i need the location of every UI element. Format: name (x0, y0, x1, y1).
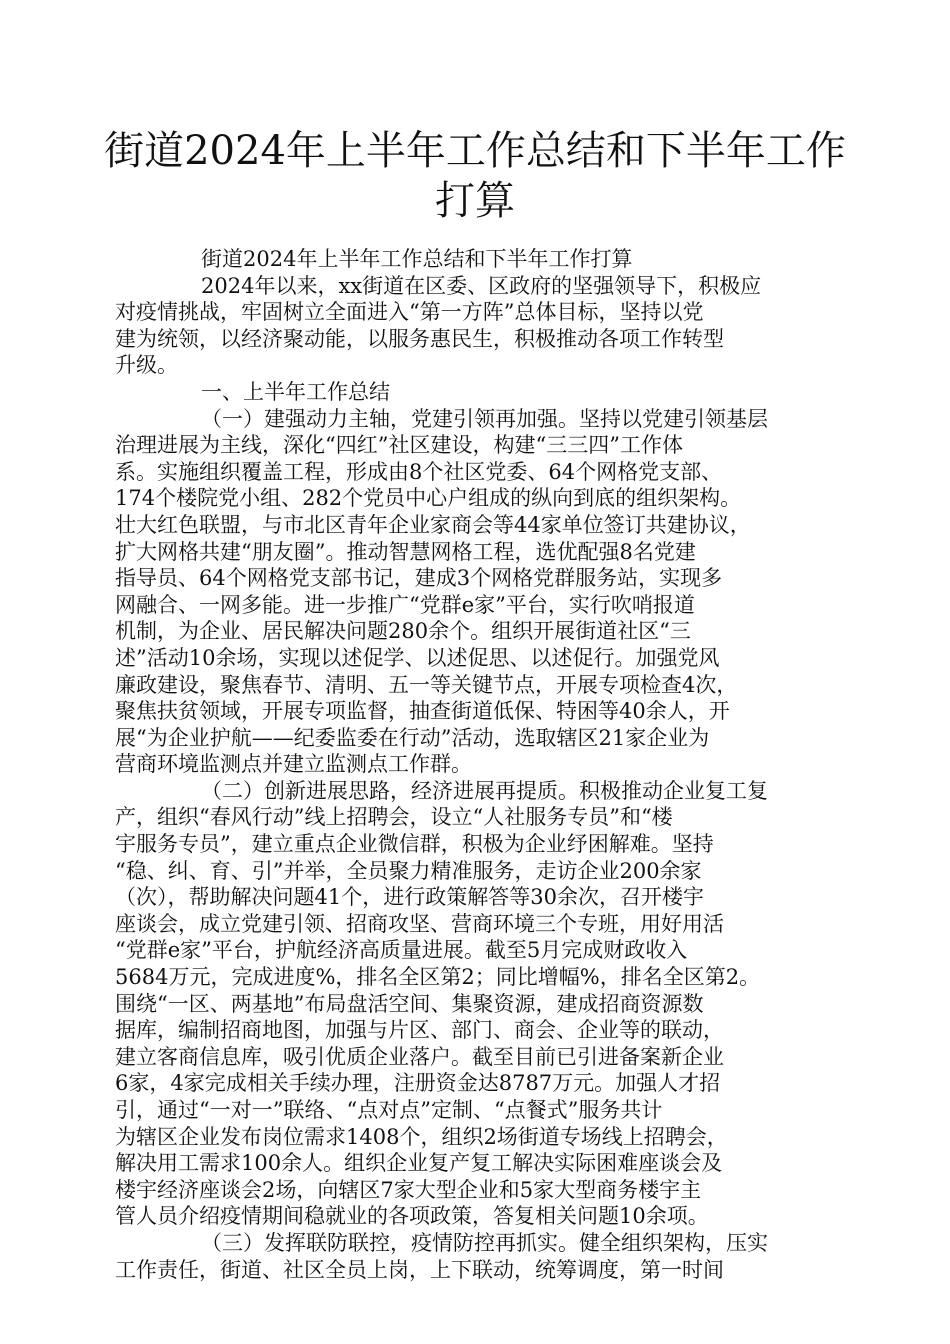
paragraph-line: 指导员、64个网格党支部书记，建成3个网格党群服务站，实现多 (115, 566, 723, 591)
paragraph-line: 对疫情挑战，牢固树立全面进入“第一方阵”总体目标，坚持以党 (115, 300, 704, 325)
paragraph-line: 围绕“一区、两基地”布局盘活空间、集聚资源，建成招商资源数 (115, 991, 704, 1016)
section-heading: 一、上半年工作总结 (201, 379, 390, 404)
paragraph-line: 解决用工需求100余人。组织企业复产复工解决实际困难座谈会及 (115, 1151, 723, 1176)
paragraph-line: 建为统领，以经济聚动能，以服务惠民生，积极推动各项工作转型 (115, 326, 724, 351)
paragraph-line: 系。实施组织覆盖工程，形成由8个社区党委、64个网格党支部、 (115, 459, 723, 484)
paragraph-line: “党群e家”平台，护航经济高质量进展。截至5月完成财政收入 (115, 938, 688, 963)
paragraph-line: 建立客商信息库，吸引优质企业落户。截至目前已引进备案新企业 (115, 1044, 724, 1069)
paragraph-line: 展“为企业护航——纪委监委在行动”活动，选取辖区21家企业为 (115, 725, 710, 750)
paragraph-line: 产，组织“春风行动”线上招聘会，设立“人社服务专员”和“楼 (115, 805, 673, 830)
paragraph-line: 营商环境监测点并建立监测点工作群。 (115, 752, 472, 777)
paragraph-line: 6家，4家完成相关手续办理，注册资金达8787万元。加强人才招 (115, 1071, 721, 1096)
paragraph-line: 网融合、一网多能。进一步推广“党群e家”平台，实行吹哨报道 (115, 592, 695, 617)
paragraph-line: 治理进展为主线，深化“四红”社区建设，构建“三三四”工作体 (115, 433, 683, 458)
paragraph-line: 街道2024年上半年工作总结和下半年工作打算 (201, 247, 633, 271)
paragraph-line: 升级。 (115, 353, 178, 378)
paragraph-line: 聚焦扶贫领域，开展专项监督，抽查街道低保、特困等40余人，开 (115, 699, 730, 724)
paragraph-line: （次），帮助解决问题41个，进行政策解答等30余次，召开楼宇 (115, 885, 704, 910)
paragraph-line: （三）发挥联防联控，疫情防控再抓实。健全组织架构，压实 (201, 1230, 768, 1255)
paragraph-line: 2024年以来，xx街道在区委、区政府的坚强领导下，积极应 (201, 273, 762, 298)
document-title-line-2: 打算 (435, 178, 515, 224)
paragraph-line: 壮大红色联盟，与市北区青年企业家商会等44家单位签订共建协议， (115, 512, 751, 537)
paragraph-line: 174个楼院党小组、282个党员中心户组成的纵向到底的组织架构。 (115, 486, 742, 511)
paragraph-line: 述”活动10余场，实现以述促学、以述促思、以述促行。加强党风 (115, 645, 720, 670)
document-body (115, 246, 835, 1283)
paragraph-line: （二）创新进展思路，经济进展再提质。积极推动企业复工复 (201, 778, 768, 803)
paragraph-line: 座谈会，成立党建引领、招商攻坚、营商环境三个专班，用好用活 (115, 911, 724, 936)
paragraph-line: 楼宇经济座谈会2场，向辖区7家大型企业和5家大型商务楼宇主 (115, 1177, 702, 1202)
paragraph-line: 管人员介绍疫情期间稳就业的各项政策，答复相关问题10余项。 (115, 1204, 709, 1229)
document-title-line-1: 街道2024年上半年工作总结和下半年工作 (104, 128, 846, 174)
paragraph-line: “稳、纠、育、引”并举，全员聚力精准服务，走访企业200余家 (115, 858, 702, 883)
paragraph-line: （一）建强动力主轴，党建引领再加强。坚持以党建引领基层 (201, 406, 768, 431)
paragraph-line: 廉政建设，聚焦春节、清明、五一等关键节点，开展专项检查4次， (115, 672, 738, 697)
paragraph-line: 引，通过“一对一”联络、“点对点”定制、“点餐式”服务共计 (115, 1098, 663, 1122)
paragraph-line: 为辖区企业发布岗位需求1408个，组织2场街道专场线上招聘会， (115, 1124, 728, 1149)
paragraph-line: 宇服务专员”，建立重点企业微信群，积极为企业纾困解难。坚持 (115, 832, 714, 857)
paragraph-line: 扩大网格共建“朋友圈”。推动智慧网格工程，选优配强8名党建 (115, 539, 696, 564)
paragraph-line: 工作责任，街道、社区全员上岗，上下联动，统筹调度，第一时间 (115, 1257, 724, 1282)
paragraph-line: 据库，编制招商地图，加强与片区、部门、商会、企业等的联动， (115, 1018, 724, 1043)
paragraph-line: 5684万元，完成进度%，排名全区第2；同比增幅%，排名全区第2。 (115, 965, 761, 990)
paragraph-line: 机制，为企业、居民解决问题280余个。组织开展街道社区“三 (115, 619, 691, 644)
